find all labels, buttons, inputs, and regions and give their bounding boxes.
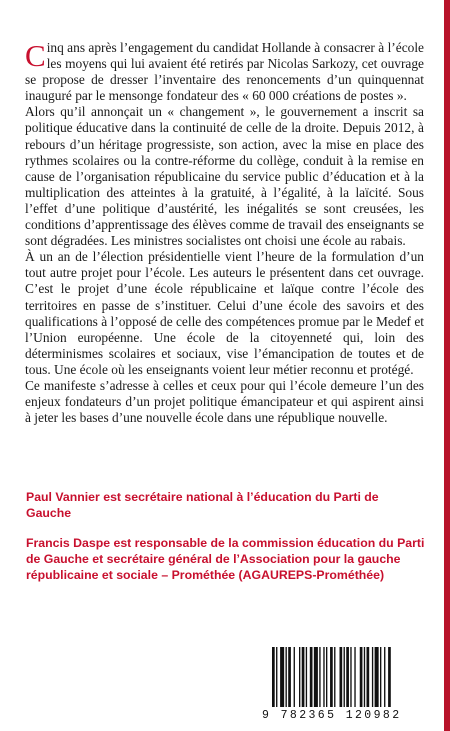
author-credit-daspe: Francis Daspe est responsable de la commission éducation du Parti de Gauche et secrétaire général de l’Association pour la gauche républicaine et sociale – Prométhée (AGAUREPS-Prométhée) <box>26 536 425 582</box>
barcode-bar <box>354 647 355 707</box>
author-credit-vannier: Paul Vannier est secrétaire national à l’éducation du Parti de Gauche <box>26 490 379 520</box>
barcode-bar <box>288 647 291 707</box>
barcode-bar <box>294 647 295 707</box>
blurb-paragraph-1-text: inq ans après l’engagement du candidat Hollande à consacrer à l’école les moyens qui lui avaient été retirés par Nicolas Sarkozy, cet ouvrage se propose de dresser l’inventaire des renoncements d’un quinquennat inauguré par le mensonge fondateur des « 60 000 créations de postes ». <box>25 40 424 104</box>
barcode-bar <box>276 647 277 707</box>
isbn-barcode <box>262 643 432 725</box>
barcode-bar <box>299 647 300 707</box>
barcode-bar <box>310 647 313 707</box>
barcode-bar <box>364 647 365 707</box>
barcode-bar <box>302 647 305 707</box>
barcode-bar <box>319 647 320 707</box>
barcode-bar <box>286 647 287 707</box>
barcode-bar <box>280 647 284 707</box>
barcode-bar <box>344 647 345 707</box>
author-credits <box>26 489 426 597</box>
blurb-paragraph-3: À un an de l’élection présidentielle vient l’heure de la formulation d’un tout autre projet pour l’école. Les auteurs le présentent dans cet ouvrage. C’est le projet d’une école républicaine et laïque contre l’école des territoires en passe de s’instituer. Celui d’une école des savoirs et des qualifications à l’opposé de celle des compétences promue par le Medef et l’Union européenne. Une école de la citoyenneté qui, loin des déterminismes scolaires et sociaux, vise l’émancipation de toutes et de tous. Une école où les enseignants voient leur métier reconnu et protégé. <box>25 249 424 377</box>
barcode-bar <box>330 647 333 707</box>
blurb-paragraph-4: Ce manifeste s’adresse à celles et ceux pour qui l’école demeure l’un des enjeux fondateurs d’un projet politique émancipateur et qui aspirent ainsi à jeter les bases d’une nouvelle école dans une république nouvelle. <box>25 377 424 426</box>
barcode-bar <box>346 647 349 707</box>
barcode-bar <box>272 647 275 707</box>
barcode-bars <box>262 643 432 709</box>
barcode-bar <box>375 647 379 707</box>
drop-cap: C <box>25 38 46 73</box>
barcode-bar <box>388 647 391 707</box>
isbn-number: 9 782365 120982 <box>262 709 402 722</box>
blurb-text <box>25 40 424 426</box>
barcode-bar <box>350 647 351 707</box>
barcode-bar <box>367 647 370 707</box>
blurb-paragraph-2: Alors qu’il annonçait un « changement », le gouvernement a inscrit sa politique éducative dans la continuité de celle de la droite. Depuis 2012, à rebours d’un héritage progressiste, son action, avec la mise en place des rythmes scolaires ou la contre-réforme du collège, conduit à la remise en cause de l’organisation républicaine du service public d’éducation et à la multiplication des atteintes à la gratuité, à l’égalité, à la laïcité. Sous l’effet d’une politique d’austérité, les inégalités se sont creusées, les conditions d’apprentissage des élèves comme de travail des enseignants se sont dégradées. Les ministres socialistes ont choisi une école au rabais. <box>25 104 424 249</box>
barcode-bar <box>372 647 373 707</box>
barcode-bar <box>380 647 381 707</box>
barcode-bar <box>306 647 307 707</box>
barcode-bar <box>326 647 327 707</box>
barcode-bar <box>340 647 343 707</box>
barcode-bar <box>384 647 385 707</box>
barcode-bar <box>334 647 335 707</box>
barcode-bar <box>323 647 324 707</box>
barcode-bar <box>314 647 318 707</box>
cover-edge <box>444 0 450 731</box>
barcode-bar <box>360 647 363 707</box>
blurb-paragraph-1 <box>25 40 424 104</box>
